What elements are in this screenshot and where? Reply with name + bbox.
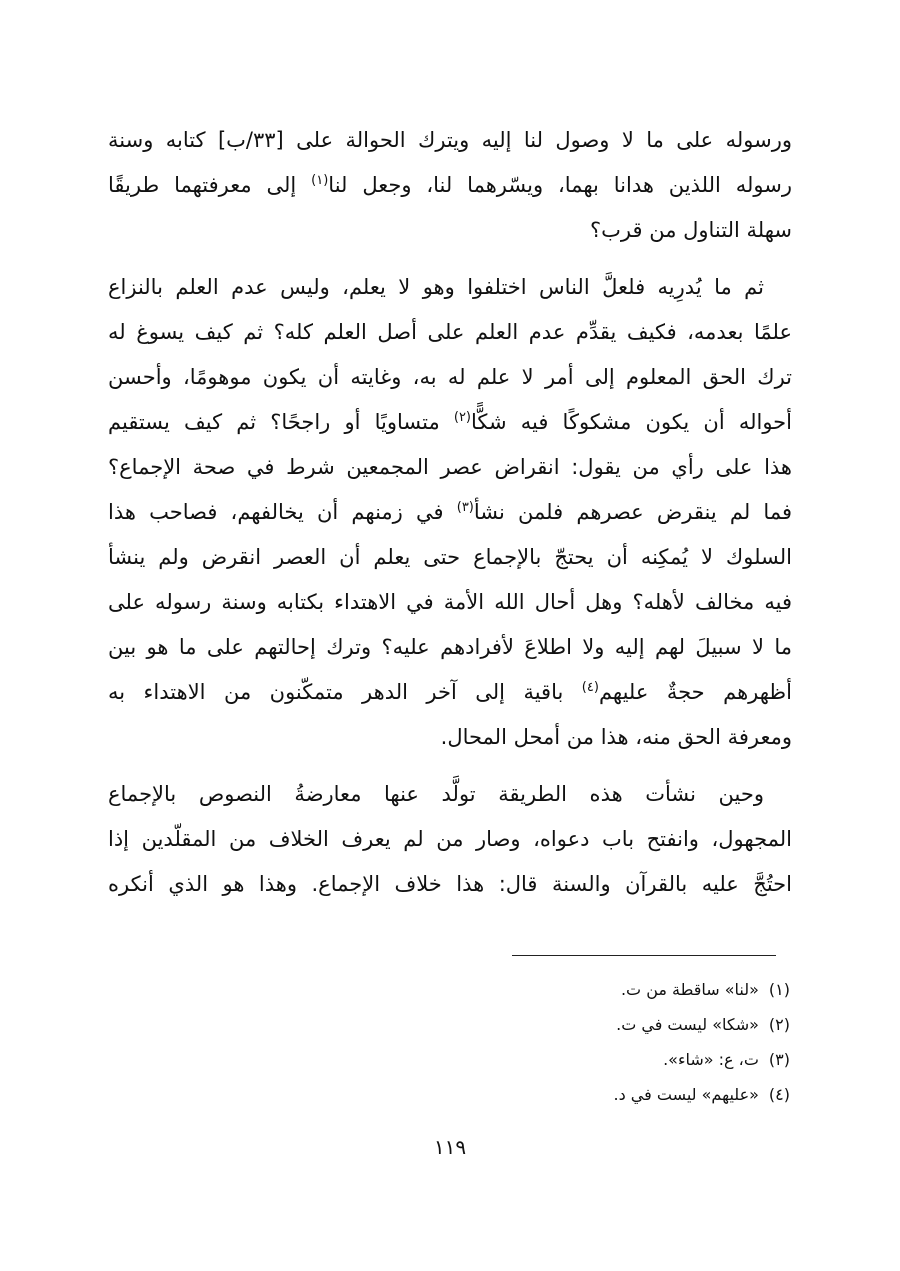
footnote-number: (٢) bbox=[768, 1015, 790, 1034]
footnote-text: «شكا» ليست في ت. bbox=[616, 1015, 759, 1034]
text-line: المجهول، وانفتح باب دعواه، وصار من لم يعرف الخلاف من المقلّدين إذا bbox=[108, 827, 792, 851]
text-line bbox=[108, 400, 792, 445]
footnote-divider bbox=[512, 955, 776, 956]
text-line: هذا على رأي من يقول: انقراض عصر المجمعين شرط في صحة الإجماع؟ bbox=[108, 455, 792, 479]
footnote bbox=[390, 1007, 790, 1042]
text-line bbox=[108, 163, 792, 208]
text-line: فيه مخالف لأهله؟ وهل أحال الله الأمة في الاهتداء بكتابه وسنة رسوله على bbox=[108, 590, 792, 614]
text-line: السلوك لا يُمكِنه أن يحتجّ بالإجماع حتى يعلم أن العصر انقرض ولم ينشأ bbox=[108, 545, 792, 569]
footnotes bbox=[390, 972, 790, 1112]
text-segment: متساويًا أو راجحًا؟ ثم كيف يستقيم bbox=[108, 410, 454, 434]
text-segment: إلى معرفتهما طريقًا bbox=[108, 173, 312, 197]
footnote-text: «عليهم» ليست في د. bbox=[613, 1085, 759, 1104]
text-segment: رسوله اللذين هدانا بهما، ويسّرهما لنا، وجعل لنا bbox=[328, 173, 792, 197]
text-line: وحين نشأت هذه الطريقة تولَّد عنها معارضةُ النصوص بالإجماع bbox=[108, 782, 764, 806]
text-segment: باقية إلى آخر الدهر متمكّنون من الاهتداء به bbox=[108, 680, 582, 704]
paragraph-2 bbox=[108, 265, 792, 760]
text-line: ما لا سبيلَ لهم إليه ولا اطلاعَ لأفرادهم عليه؟ وترك إحالتهم على ما هو بين bbox=[108, 635, 792, 659]
footnote-marker[interactable]: (٤) bbox=[581, 680, 599, 695]
footnote-marker[interactable]: (١) bbox=[311, 173, 329, 188]
text-line: ومعرفة الحق منه، هذا من أمحل المحال. bbox=[440, 725, 792, 749]
paragraph-1 bbox=[108, 118, 792, 253]
text-line: ثم ما يُدرِيه فلعلَّ الناس اختلفوا وهو لا يعلم، وليس عدم العلم بالنزاع bbox=[108, 275, 764, 299]
footnote-number: (١) bbox=[768, 980, 790, 999]
text-line: ورسوله على ما لا وصول لنا إليه ويترك الحوالة على [٣٣/ب] كتابه وسنة bbox=[108, 128, 792, 152]
text-line: سهلة التناول من قرب؟ bbox=[590, 218, 792, 242]
text-segment: فما لم ينقرض عصرهم فلمن نشأ bbox=[473, 500, 792, 524]
text-segment: أحواله أن يكون مشكوكًا فيه شكًّا bbox=[471, 410, 792, 434]
footnote bbox=[390, 1077, 790, 1112]
footnote-marker[interactable]: (٣) bbox=[456, 500, 474, 515]
footnote-text: ت، ع: «شاء». bbox=[663, 1050, 759, 1069]
footnote-number: (٣) bbox=[768, 1050, 790, 1069]
body-text bbox=[108, 118, 792, 919]
text-line: علمًا بعدمه، فكيف يقدِّم عدم العلم على أصل العلم كله؟ ثم كيف يسوغ له bbox=[108, 320, 792, 344]
text-line bbox=[108, 670, 792, 715]
footnote bbox=[390, 972, 790, 1007]
footnote bbox=[390, 1042, 790, 1077]
text-line: ترك الحق المعلوم إلى أمر لا علم له به، وغايته أن يكون موهومًا، وأحسن bbox=[108, 365, 792, 389]
paragraph-3 bbox=[108, 772, 792, 907]
page-number: ١١٩ bbox=[433, 1135, 467, 1159]
footnote-text: «لنا» ساقطة من ت. bbox=[620, 980, 759, 999]
footnote-number: (٤) bbox=[768, 1085, 790, 1104]
text-line: احتُجَّ عليه بالقرآن والسنة قال: هذا خلاف الإجماع. وهذا هو الذي أنكره bbox=[108, 872, 792, 896]
text-segment: في زمنهم أن يخالفهم، فصاحب هذا bbox=[108, 500, 457, 524]
text-line bbox=[108, 490, 792, 535]
text-segment: أظهرهم حجةٌ عليهم bbox=[598, 680, 792, 704]
footnote-marker[interactable]: (٢) bbox=[453, 410, 471, 425]
